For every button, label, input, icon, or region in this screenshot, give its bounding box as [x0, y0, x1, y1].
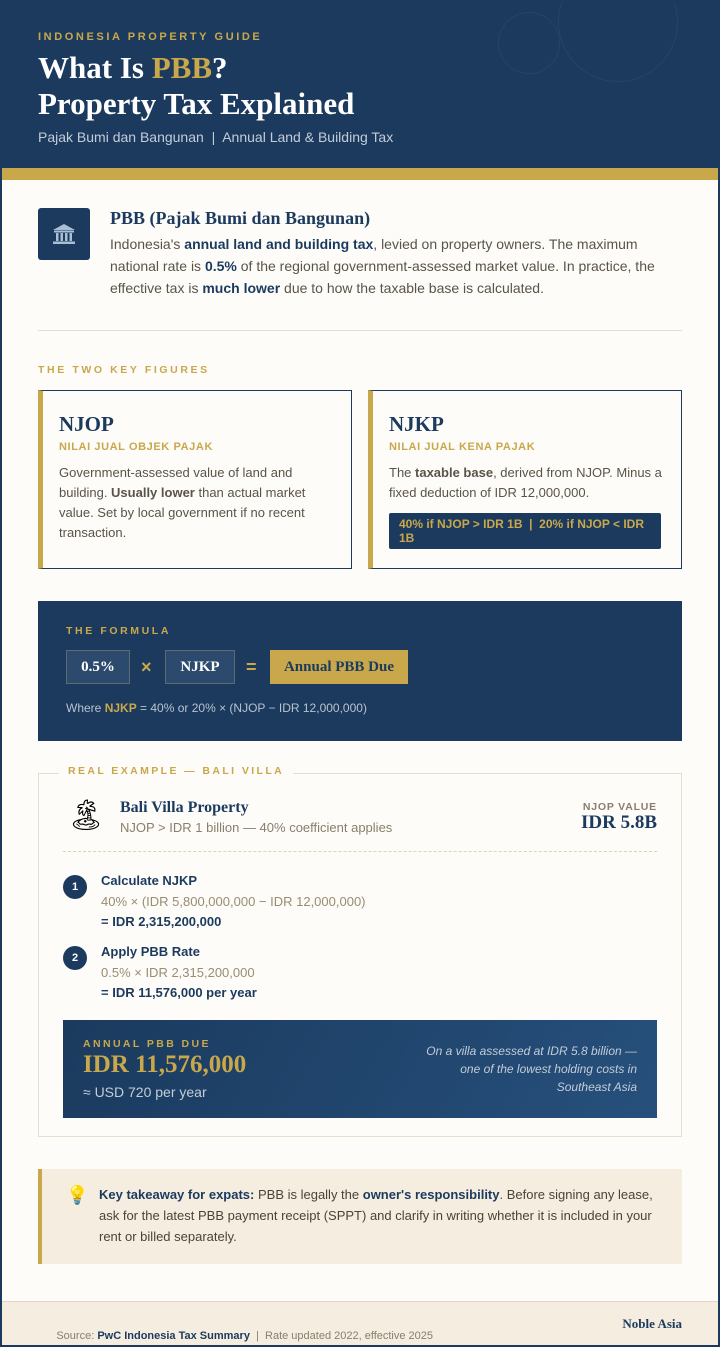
- annual-due-panel: [63, 1020, 657, 1118]
- step-number: 1: [63, 875, 87, 899]
- card-text: Government-assessed value of land and building. Usually lower than actual market value. Set by local government if no recent transaction.: [59, 465, 306, 540]
- takeaway-callout: [38, 1169, 682, 1264]
- step-number: 2: [63, 946, 87, 970]
- section-label: THE TWO KEY FIGURES: [38, 364, 210, 376]
- header: [2, 2, 718, 168]
- njop-value-label: NJOP VALUE: [582, 801, 657, 813]
- dashed-divider: [63, 851, 657, 852]
- title-line-2: Property Tax Explained: [38, 86, 355, 121]
- njop-card: [38, 390, 352, 569]
- intro-text: Indonesia's annual land and building tax, levied on property owners. The maximum national rate is 0.5% of the regional government-assessed market value. In practice, the effective tax is much lower due to how the taxable base is calculated.: [110, 236, 655, 296]
- njkp-card: [368, 390, 682, 569]
- page-subtitle: Pajak Bumi dan Bangunan | Annual Land & Building Tax: [38, 129, 394, 145]
- card-title: NJKP: [389, 412, 444, 436]
- due-label: ANNUAL PBB DUE: [83, 1038, 211, 1050]
- formula-njkp: NJKP: [165, 650, 235, 684]
- decorative-circle: [498, 12, 560, 74]
- header-eyebrow: INDONESIA PROPERTY GUIDE: [38, 31, 263, 43]
- multiply-operator: ×: [141, 657, 152, 677]
- card-subtitle: NILAI JUAL OBJEK PAJAK: [59, 441, 213, 453]
- step-calculation: 0.5% × IDR 2,315,200,000: [101, 965, 255, 980]
- due-amount: IDR 11,576,000: [83, 1051, 247, 1078]
- formula-note: Where NJKP = 40% or 20% × (NJOP − IDR 12,000,000): [66, 701, 367, 715]
- step-title: Apply PBB Rate: [101, 944, 200, 959]
- desert-island-icon: 🏝: [67, 799, 106, 832]
- card-subtitle: NILAI JUAL KENA PAJAK: [389, 441, 536, 453]
- example-section: [38, 765, 682, 1137]
- due-note: On a villa assessed at IDR 5.8 billion — one of the lowest holding costs in Southeast Asia: [426, 1044, 637, 1094]
- classical-building-icon: [38, 208, 90, 260]
- gold-accent-bar: [2, 168, 718, 180]
- title-accent: PBB: [151, 50, 212, 85]
- njop-value: IDR 5.8B: [580, 812, 657, 833]
- title-suffix: ?: [212, 50, 228, 85]
- step-calculation: 40% × (IDR 5,800,000,000 − IDR 12,000,000): [101, 894, 366, 909]
- source-link: PwC Indonesia Tax Summary: [97, 1330, 250, 1342]
- formula-result: Annual PBB Due: [270, 650, 408, 684]
- coefficient-badge: 40% if NJOP > IDR 1B | 20% if NJOP < IDR 1B: [389, 513, 661, 549]
- intro-title: PBB (Pajak Bumi dan Bangunan): [110, 208, 371, 228]
- example-title: Bali Villa Property: [120, 799, 249, 816]
- section-label: REAL EXAMPLE — BALI VILLA: [59, 765, 293, 777]
- page-title: [38, 50, 354, 122]
- example-subtitle: NJOP > IDR 1 billion — 40% coefficient applies: [120, 820, 393, 835]
- equals-operator: =: [246, 657, 257, 677]
- decorative-circle: [558, 2, 678, 82]
- step-title: Calculate NJKP: [101, 873, 198, 888]
- formula-rate: 0.5%: [66, 650, 130, 684]
- source-credit: Source: PwC Indonesia Tax Summary | Rate updated 2022, effective 2025: [56, 1330, 434, 1342]
- step-result: = IDR 2,315,200,000: [101, 914, 222, 929]
- step-result: = IDR 11,576,000 per year: [101, 985, 257, 1000]
- card-text: The taxable base, derived from NJOP. Minus a fixed deduction of IDR 12,000,000.: [389, 465, 662, 500]
- footer: [2, 1301, 718, 1347]
- light-bulb-icon: 💡: [66, 1185, 89, 1205]
- brand-name: Noble Asia: [622, 1316, 682, 1331]
- section-label: THE FORMULA: [66, 625, 172, 637]
- takeaway-text: Key takeaway for expats: PBB is legally the owner's responsibility. Before signing any lease, ask for the latest PBB payment receipt (SPPT) and clarify in writing whether it is included in your rent or billed separately.: [99, 1187, 653, 1244]
- title-prefix: What Is: [38, 50, 152, 85]
- formula-section: [38, 601, 682, 741]
- due-usd: ≈ USD 720 per year: [83, 1084, 207, 1100]
- section-divider: [38, 330, 682, 331]
- card-title: NJOP: [59, 412, 114, 436]
